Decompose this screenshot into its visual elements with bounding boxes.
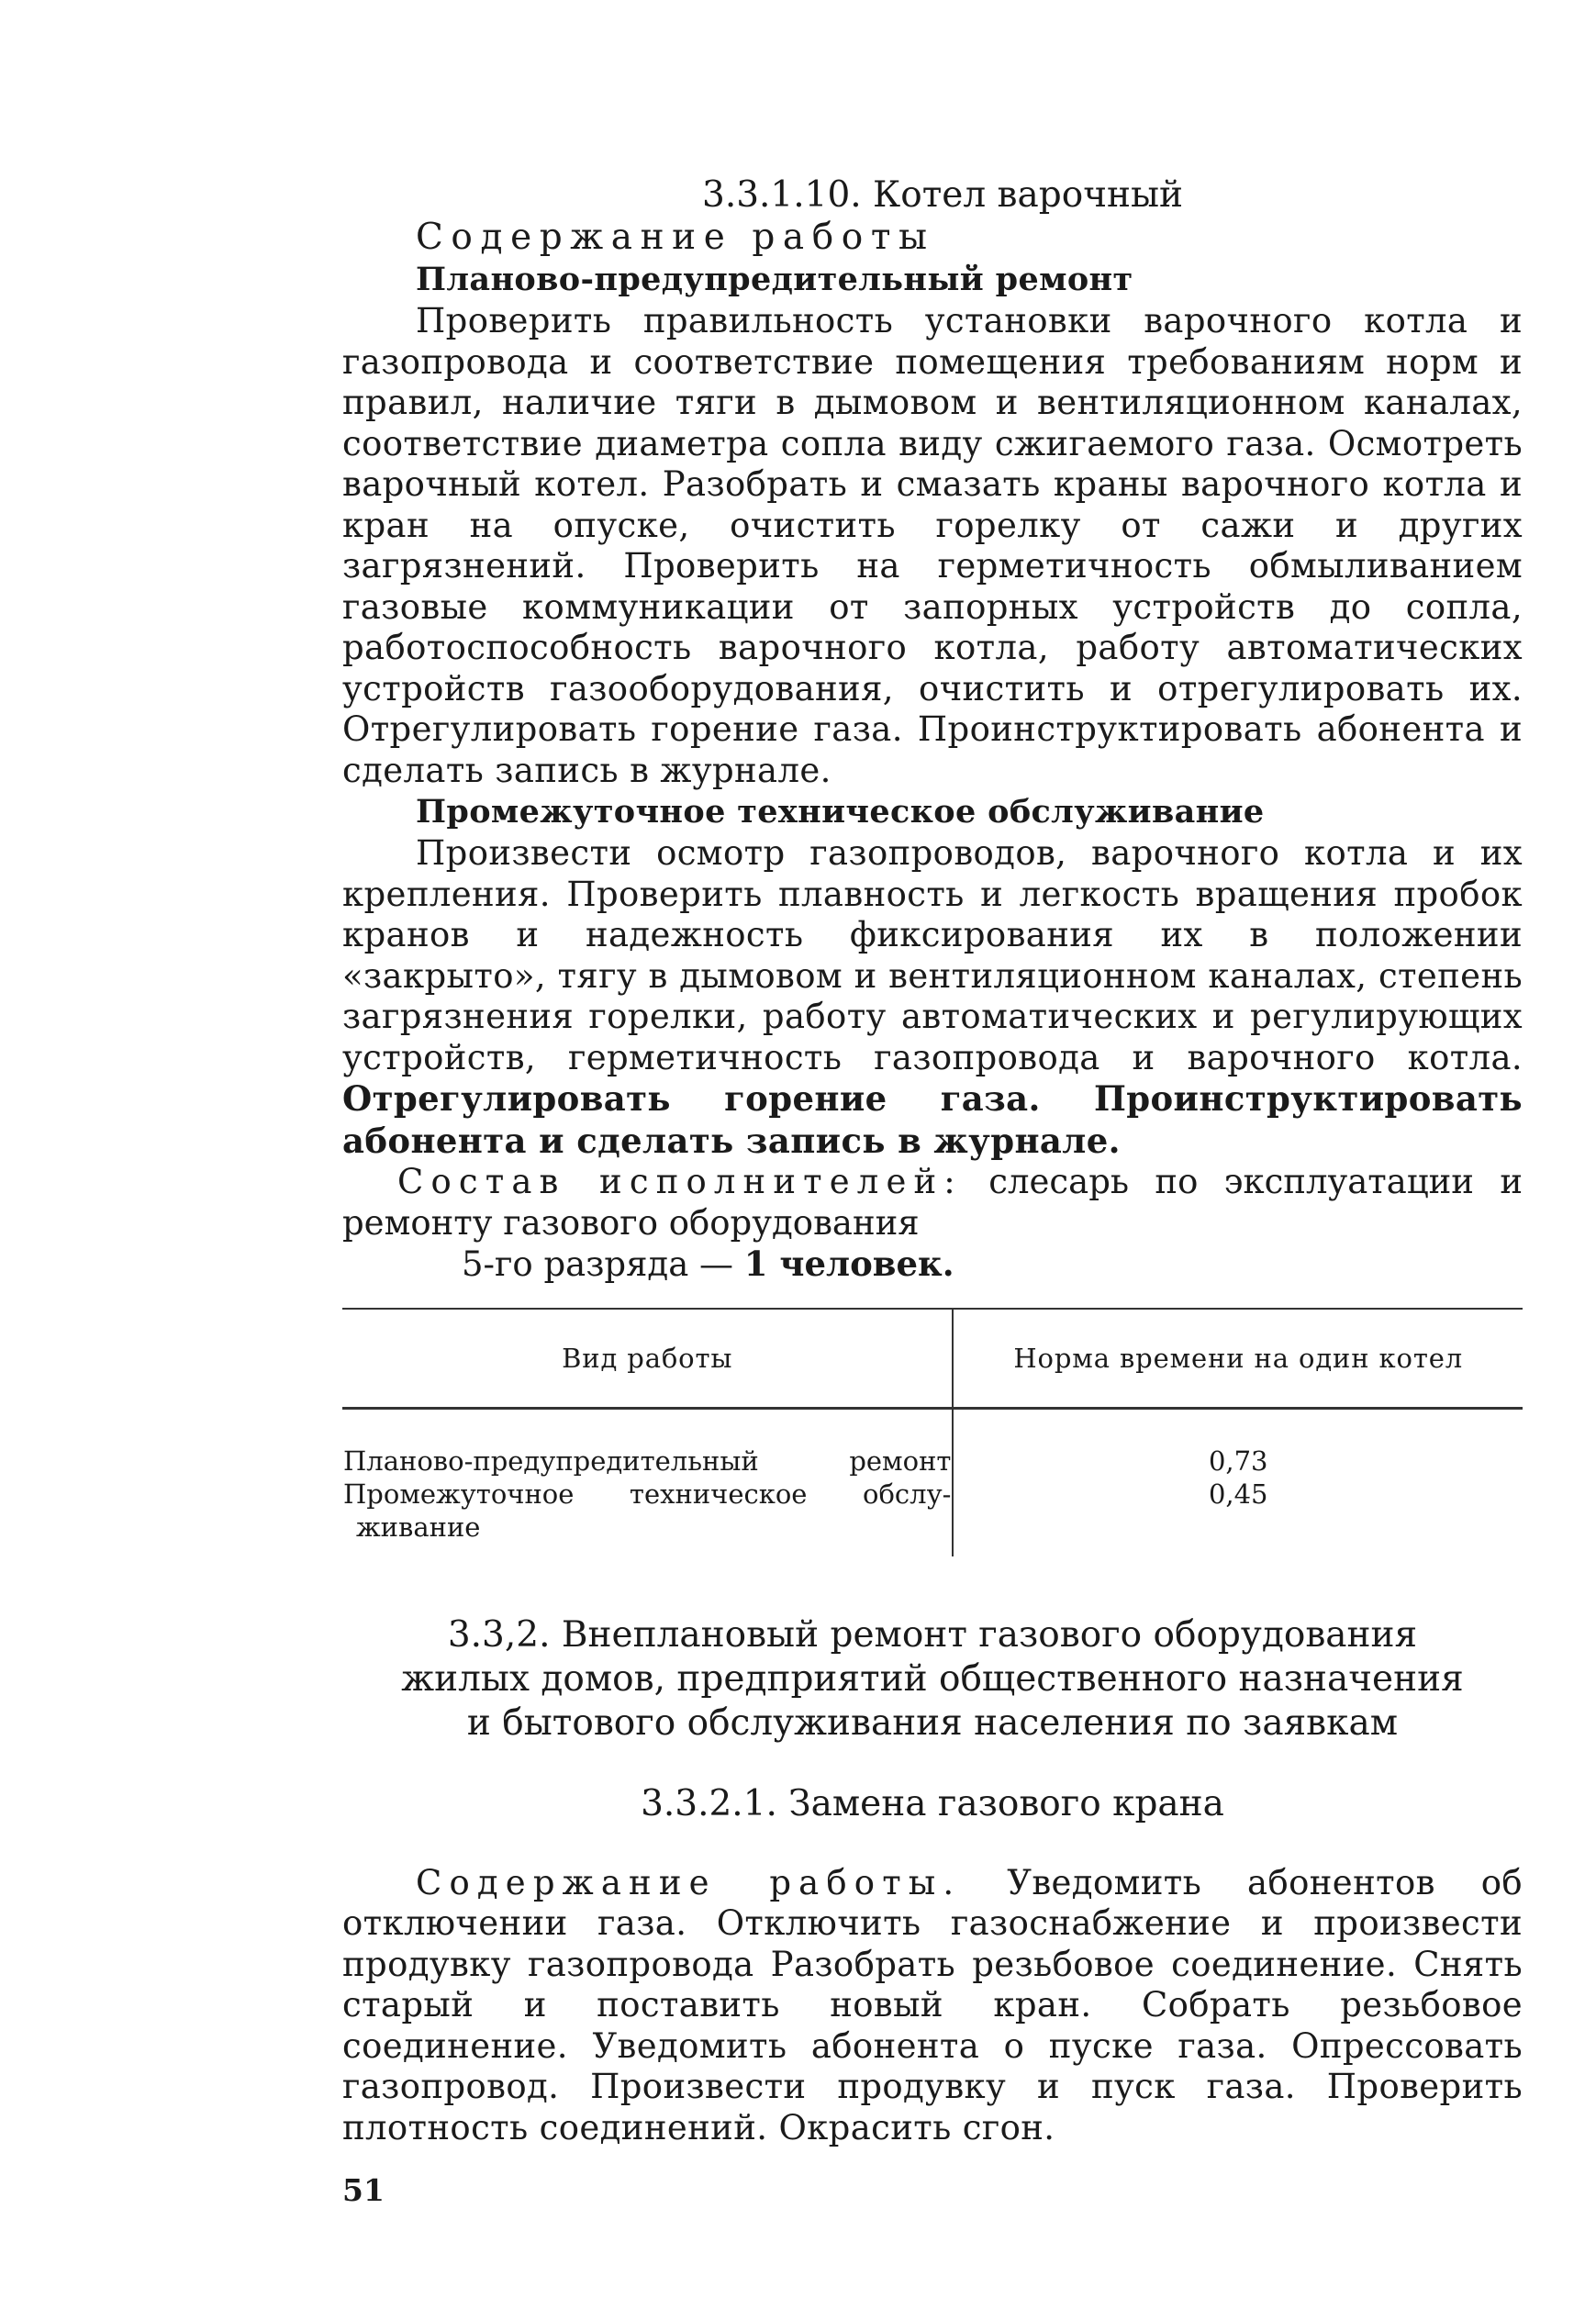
table-header-row: [342, 1309, 1523, 1409]
col-header-work: Вид работы: [342, 1309, 953, 1409]
row-1-norm: 0,73: [1208, 1445, 1268, 1477]
section-heading-3-3-2: [342, 1613, 1523, 1746]
composition-label: Состав исполнителей:: [397, 1162, 963, 1201]
intermediate-heading: Промежуточное техническое обслуживание: [416, 793, 1265, 831]
row-2-norm: 0,45: [1208, 1478, 1268, 1510]
document-page: [342, 174, 1523, 2208]
gas-valve-content-label: Содержание работы.: [416, 1862, 962, 1902]
col-header-norm: Норма времени на один котел: [953, 1309, 1523, 1409]
gas-valve-content: [342, 1863, 1523, 2149]
norm-table: [342, 1308, 1523, 1556]
section-heading-3-3-2-1: 3.3.2.1. Замена газового крана: [641, 1782, 1224, 1824]
row-2-work-line1: Промежуточное техническое обслу-: [343, 1478, 952, 1510]
title-line-3: и бытового обслуживания населения по заявкам: [466, 1701, 1399, 1744]
row-2-work-line2: живание: [356, 1511, 481, 1543]
work-cell: [342, 1408, 953, 1556]
intermediate-text-bold: Отрегулировать горение газа. Проинструктировать абонента и сделать запись в журнале.: [342, 1078, 1523, 1161]
content-label: Содержание работы: [416, 217, 935, 258]
composition-text: слесарь по эксплуатации и ремонту газового оборудования: [342, 1162, 1523, 1243]
page-number: 51: [342, 2172, 385, 2208]
grade-prefix: 5-го разряда —: [462, 1244, 744, 1284]
title-line-2: жилых домов, предприятий общественного назначения: [401, 1657, 1464, 1700]
intermediate-text: [342, 833, 1523, 1162]
table-row: [342, 1408, 1523, 1556]
gas-valve-content-text: Уведомить абонентов об отключении газа. Отключить газоснабжение и произвести продувку газопровода Разобрать резьбовое соединение. Снять старый и поставить новый кран. Собрать резьбовое соединение. Уведомить абонента о пуске газа. Опрессовать газопровод. Произвести продувку и пуск газа. Проверить плотность соединений. Окрасить сгон.: [342, 1862, 1523, 2147]
planned-repair-text: Проверить правильность установки варочного котла и газопровода и соответствие помещения требованиям норм и правил, наличие тяги в дымовом и вентиляционном каналах, соответствие диаметра сопла виду сжигаемого газа. Осмотреть варочный котел. Разобрать и смазать краны варочного котла и кран на опуске, очистить горелку от сажи и других загрязнений. Проверить на герметичность обмыливанием газовые коммуникации от запорных устройств до сопла, работоспособность варочного котла, работу автоматических устройств газооборудования, очистить и отрегулировать их. Отрегулировать горение газа. Проинструктировать абонента и сделать запись в журнале.: [342, 301, 1523, 790]
grade-line: [462, 1244, 1523, 1286]
row-1-work: Планово-предупредительный ремонт: [343, 1445, 952, 1477]
grade-count: 1 человек.: [743, 1244, 954, 1284]
intermediate-text-main: Произвести осмотр газопроводов, варочного котла и их крепления. Проверить плавность и легкость вращения пробок кранов и надежность фиксирования их в положении «закрыто», тягу в дымовом и вентиляционном каналах, степень загрязнения горелки, работу автоматических и регулирующих устройств, герметичность газопровода и варочного котла.: [342, 833, 1523, 1077]
norm-cell: [953, 1408, 1523, 1556]
planned-repair-heading: Планово-предупредительный ремонт: [416, 261, 1133, 298]
title-line-1: 3.3,2. Внеплановый ремонт газового оборудования: [447, 1613, 1418, 1656]
composition-line: [342, 1162, 1523, 1244]
section-heading-3-3-1-10: 3.3.1.10. Котел варочный: [702, 174, 1184, 216]
